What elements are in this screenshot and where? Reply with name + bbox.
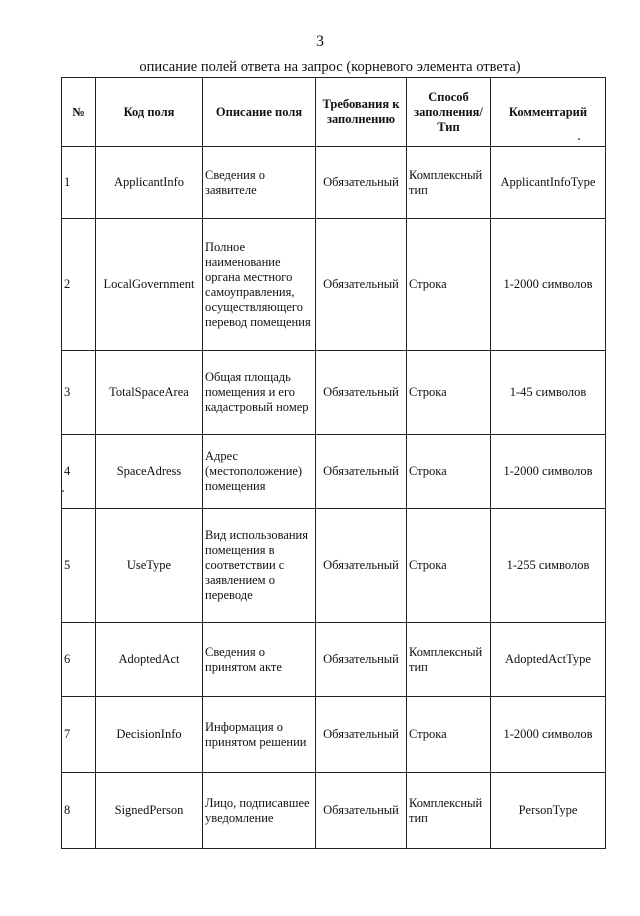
header-fill-type: Способ заполнения/ Тип xyxy=(407,78,491,147)
table-row xyxy=(62,435,606,509)
cell-comment: 1-255 символов xyxy=(491,509,606,623)
header-num: № xyxy=(62,78,96,147)
cell-requirement: Обязательный xyxy=(316,435,407,509)
cell-requirement: Обязательный xyxy=(316,147,407,219)
cell-requirement: Обязательный xyxy=(316,697,407,773)
scan-speck xyxy=(62,490,64,492)
cell-type: Строка xyxy=(407,351,491,435)
page-number: 3 xyxy=(316,33,324,50)
cell-code: ApplicantInfo xyxy=(96,147,203,219)
cell-type: Строка xyxy=(407,509,491,623)
cell-type: Комплексный тип xyxy=(407,623,491,697)
cell-comment: 1-2000 символов xyxy=(491,435,606,509)
cell-type: Комплексный тип xyxy=(407,773,491,849)
table-row xyxy=(62,697,606,773)
table-caption: описание полей ответа на запрос (корневого элемента ответа) xyxy=(139,59,521,75)
cell-comment: 1-45 символов xyxy=(491,351,606,435)
cell-comment: 1-2000 символов xyxy=(491,697,606,773)
fields-table xyxy=(61,77,606,849)
table-row xyxy=(62,773,606,849)
cell-type: Строка xyxy=(407,219,491,351)
cell-num: 3 xyxy=(62,351,96,435)
cell-comment: ApplicantInfoType xyxy=(491,147,606,219)
cell-description: Вид использования помещения в соответствии с заявлением о переводе xyxy=(203,509,316,623)
cell-description: Сведения о принятом акте xyxy=(203,623,316,697)
cell-requirement: Обязательный xyxy=(316,773,407,849)
cell-type: Комплексный тип xyxy=(407,147,491,219)
cell-description: Сведения о заявителе xyxy=(203,147,316,219)
scan-speck xyxy=(578,138,580,140)
table-header-row xyxy=(62,78,606,147)
cell-num: 6 xyxy=(62,623,96,697)
cell-type: Строка xyxy=(407,435,491,509)
cell-description: Полное наименование органа местного самоуправления, осуществляющего перевод помещения xyxy=(203,219,316,351)
cell-description: Лицо, подписавшее уведомление xyxy=(203,773,316,849)
cell-requirement: Обязательный xyxy=(316,351,407,435)
cell-type: Строка xyxy=(407,697,491,773)
cell-num: 1 xyxy=(62,147,96,219)
cell-code: UseType xyxy=(96,509,203,623)
cell-num: 4 xyxy=(62,435,96,509)
cell-comment: 1-2000 символов xyxy=(491,219,606,351)
cell-description: Общая площадь помещения и его кадастровый номер xyxy=(203,351,316,435)
cell-requirement: Обязательный xyxy=(316,623,407,697)
cell-code: SpaceAdress xyxy=(96,435,203,509)
cell-comment: PersonType xyxy=(491,773,606,849)
cell-num: 5 xyxy=(62,509,96,623)
header-comment: Комментарий xyxy=(491,78,606,147)
table-row xyxy=(62,147,606,219)
cell-code: SignedPerson xyxy=(96,773,203,849)
table-row xyxy=(62,219,606,351)
cell-num: 8 xyxy=(62,773,96,849)
cell-code: TotalSpaceArea xyxy=(96,351,203,435)
table-row xyxy=(62,509,606,623)
table-row xyxy=(62,623,606,697)
cell-requirement: Обязательный xyxy=(316,509,407,623)
cell-num: 7 xyxy=(62,697,96,773)
cell-description: Информация о принятом решении xyxy=(203,697,316,773)
table-row xyxy=(62,351,606,435)
header-code: Код поля xyxy=(96,78,203,147)
cell-comment: AdoptedActType xyxy=(491,623,606,697)
cell-code: DecisionInfo xyxy=(96,697,203,773)
cell-code: LocalGovernment xyxy=(96,219,203,351)
cell-requirement: Обязательный xyxy=(316,219,407,351)
cell-description: Адрес (местоположение) помещения xyxy=(203,435,316,509)
header-requirements: Требования к заполнению xyxy=(316,78,407,147)
cell-num: 2 xyxy=(62,219,96,351)
header-description: Описание поля xyxy=(203,78,316,147)
cell-code: AdoptedAct xyxy=(96,623,203,697)
